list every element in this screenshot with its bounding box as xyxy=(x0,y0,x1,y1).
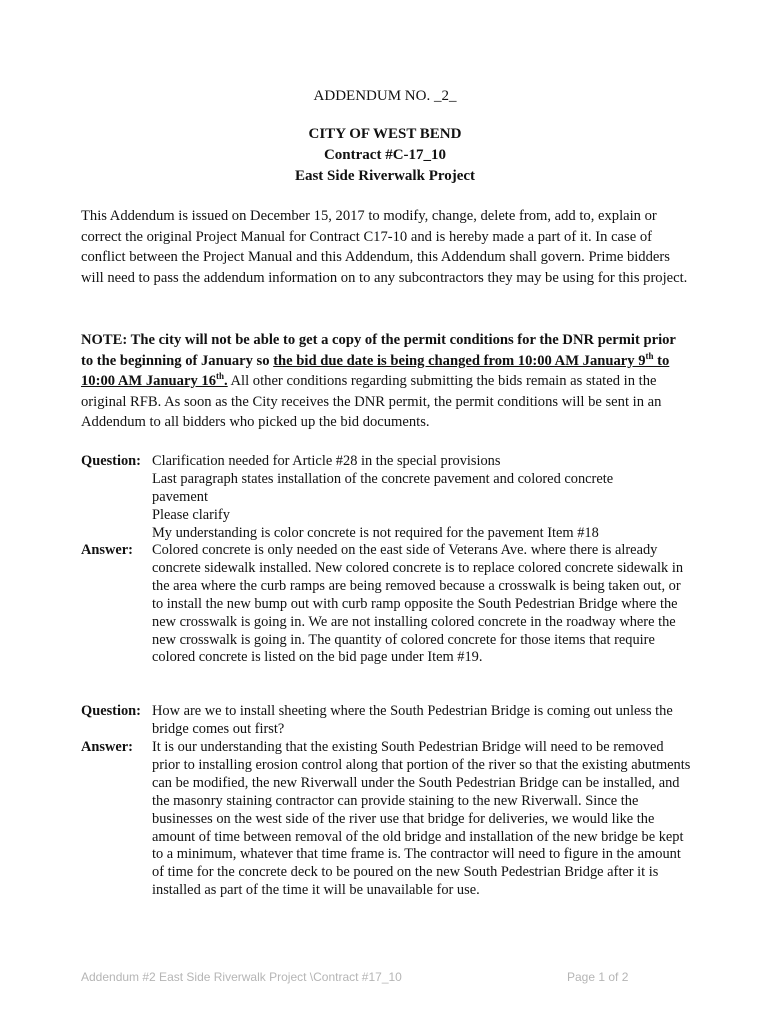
note-date-part3: . xyxy=(224,373,228,390)
note-sup2: th xyxy=(216,371,225,382)
question-line: Last paragraph states installation of the concrete pavement and colored concrete pavement xyxy=(152,470,614,505)
note-paragraph xyxy=(81,330,691,433)
question-line: Please clarify xyxy=(152,506,230,523)
note-rest: All other conditions regarding submitting the bids remain as stated in the original RFB. As soon as the City receives the DNR permit, the permit conditions will be sent in an Addendum to all bidders who picked up the bid documents. xyxy=(81,373,662,431)
answer-text: It is our understanding that the existing South Pedestrian Bridge will need to be removed prior to installing erosion control along that portion of the river so that the existing abutments can be modified, the new Riverwall under the South Pedestrian Bridge can be installed, and the masonry staining contractor can provide staining to the new Riverwall. Since the businesses on the west side of the river use that bridge for deliveries, we would like the amount of time between removal of the old bridge and installation of the new bridge be kept to a minimum, whatever that time frame is. The contractor will need to figure in the amount of time for the concrete deck to be poured on the new South Pedestrian Bridge after it is installed as part of the time it will be unavailable for use. xyxy=(152,739,691,899)
project-title: East Side Riverwalk Project xyxy=(294,168,476,184)
answer-label: Answer: xyxy=(81,739,133,755)
question-line: Clarification needed for Article #28 in the special provisions xyxy=(152,453,501,469)
question-text xyxy=(152,453,692,543)
note-date-part1: the bid due date is being changed from 10:00 AM January 9 xyxy=(273,352,646,369)
answer-label: Answer: xyxy=(81,542,133,558)
addendum-number: ADDENDUM NO. _2_ xyxy=(313,88,457,104)
question-label: Question: xyxy=(81,453,141,469)
contract-number: Contract #C-17_10 xyxy=(323,147,447,163)
city-title: CITY OF WEST BEND xyxy=(308,126,462,142)
note-date-part2: to 10:00 AM January 16 xyxy=(81,352,670,390)
footer-title: Addendum #2 East Side Riverwalk Project \Contract #17_10 xyxy=(81,970,402,984)
question-label: Question: xyxy=(81,703,141,719)
intro-paragraph: This Addendum is issued on December 15, 2017 to modify, change, delete from, add to, explain or correct the original Project Manual for Contract C17-10 and is hereby made a part of it. In case of conflict between the Project Manual and this Addendum, this Addendum shall govern. Prime bidders will need to pass the addendum information on to any subcontractors they may be using for this project. xyxy=(81,208,688,286)
note-sup1: th xyxy=(645,350,654,361)
question-line: My understanding is color concrete is not required for the pavement Item #18 xyxy=(152,524,599,541)
note-lead: NOTE: The city will not be able to get a copy of the permit conditions for the DNR permit prior to the beginning of January so xyxy=(81,332,676,369)
question-text: How are we to install sheeting where the South Pedestrian Bridge is coming out unless the bridge comes out first? xyxy=(152,703,673,737)
answer-text: Colored concrete is only needed on the east side of Veterans Ave. where there is already concrete sidewalk installed. New colored concrete is to replace colored concrete sidewalk in the area where the curb ramps are being removed because a crosswalk is being taken out, or to install the new bump out with curb ramp opposite the South Pedestrian Bridge where the new crosswalk is going in. We are not installing colored concrete in the roadway where the new crosswalk is going in. The quantity of colored concrete for those items that require colored concrete is listed on the bid page under Item #19. xyxy=(152,542,684,666)
footer-page-number: Page 1 of 2 xyxy=(567,970,629,984)
